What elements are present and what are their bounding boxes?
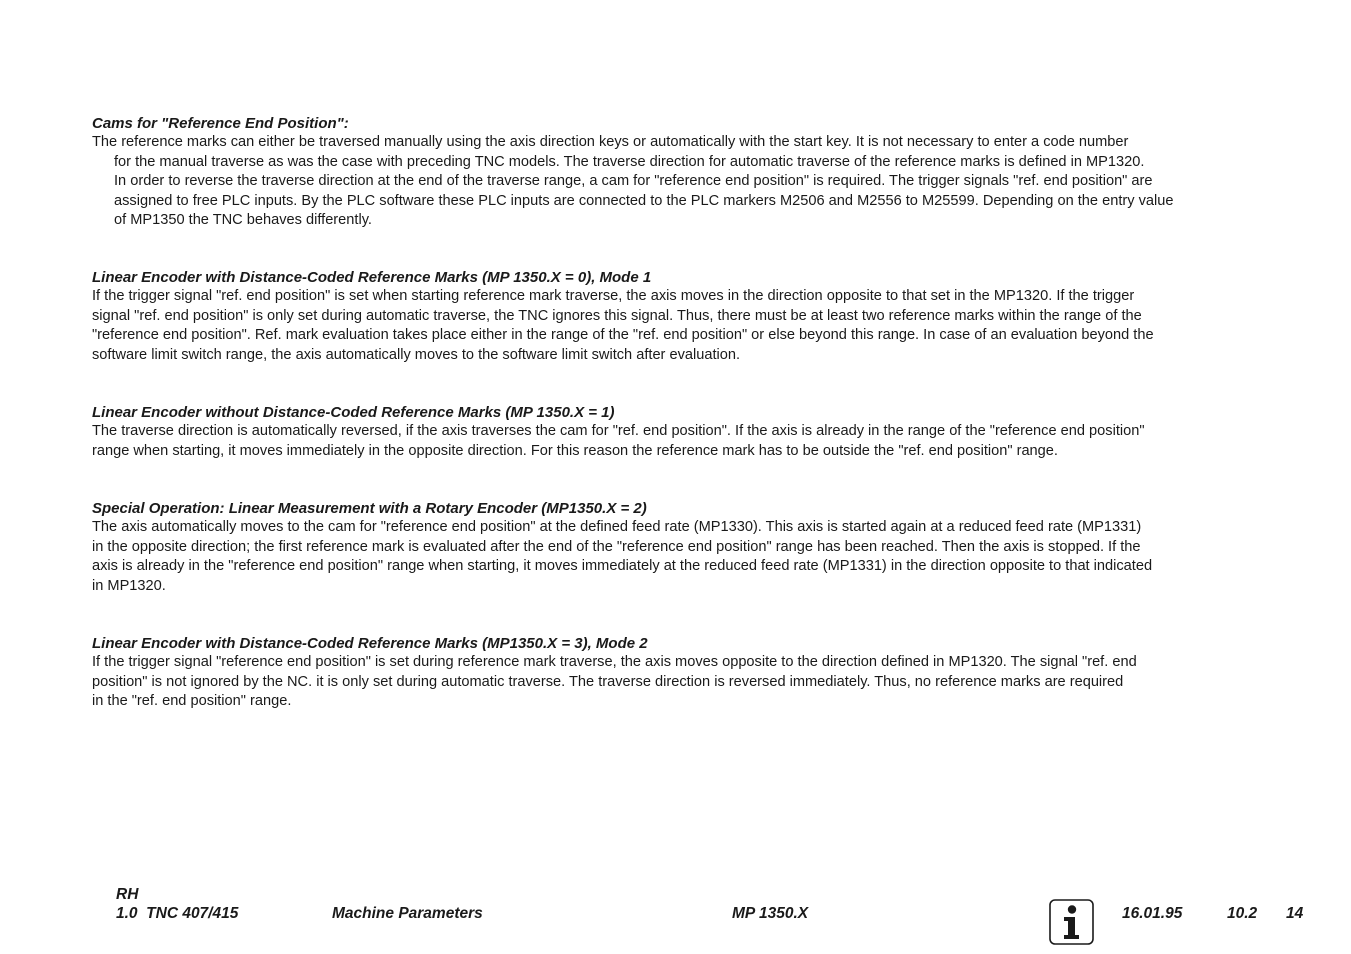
section-body	[92, 422, 1297, 461]
footer-author: RH	[116, 886, 139, 903]
section-body	[92, 653, 1297, 711]
body-line: "reference end position". Ref. mark evaluation takes place either in the range of the "ref. end position" or else beyond this range. In case of an evaluation beyond the	[92, 327, 1154, 344]
info-icon	[1049, 899, 1094, 945]
section-body	[92, 133, 1297, 230]
body-line: assigned to free PLC inputs. By the PLC software these PLC inputs are connected to the PLC markers M2506 and M2556 to M25599. Depending on the entry value	[114, 192, 1174, 209]
footer-title: Machine Parameters	[332, 905, 483, 922]
section-heading: Special Operation: Linear Measurement with a Rotary Encoder (MP1350.X = 2)	[92, 500, 647, 517]
body-line: in the "ref. end position" range.	[92, 693, 292, 710]
body-line: for the manual traverse as was the case with preceding TNC models. The traverse direction for automatic traverse of the reference marks is defined in MP1320.	[114, 153, 1145, 170]
footer-section-number: 10.2	[1227, 905, 1258, 922]
footer-parameter: MP 1350.X	[732, 905, 809, 922]
section-heading: Linear Encoder with Distance-Coded Reference Marks (MP1350.X = 3), Mode 2	[92, 635, 648, 652]
body-line: position" is not ignored by the NC. it is only set during automatic traverse. The traverse direction is reversed immediately. Thus, no reference marks are required	[92, 673, 1124, 690]
footer-date: 16.01.95	[1122, 905, 1183, 922]
section-mode-1	[92, 268, 1297, 365]
section-without-distance-coded	[92, 403, 1297, 461]
body-line: software limit switch range, the axis automatically moves to the software limit switch after evaluation.	[92, 346, 741, 363]
section-heading: Linear Encoder with Distance-Coded Reference Marks (MP 1350.X = 0), Mode 1	[92, 269, 652, 286]
body-line: in the opposite direction; the first reference mark is evaluated after the end of the "reference end position" range has been reached. Then the axis is stopped. If the	[92, 538, 1141, 555]
section-body	[92, 287, 1297, 365]
body-line: If the trigger signal "reference end position" is set during reference mark traverse, the axis moves opposite to the direction defined in MP1320. The signal "ref. end	[92, 654, 1137, 671]
section-mode-2	[92, 634, 1297, 712]
section-special-operation	[92, 499, 1297, 596]
section-cams-reference-end-position	[92, 114, 1297, 230]
section-body	[92, 518, 1297, 596]
body-line: The reference marks can either be traversed manually using the axis direction keys or automatically with the start key. It is not necessary to enter a code number	[92, 134, 1129, 151]
body-line: The traverse direction is automatically reversed, if the axis traverses the cam for "ref. end position". If the axis is already in the range of the "reference end position"	[92, 423, 1145, 440]
body-line: signal "ref. end position" is only set during automatic traverse, the TNC ignores this signal. Thus, there must be at least two reference marks within the range of the	[92, 307, 1142, 324]
section-heading: Linear Encoder without Distance-Coded Reference Marks (MP 1350.X = 1)	[92, 404, 615, 421]
body-line: range when starting, it moves immediately in the opposite direction. For this reason the reference mark has to be outside the "ref. end position" range.	[92, 442, 1058, 459]
body-line: In order to reverse the traverse direction at the end of the traverse range, a cam for "reference end position" is required. The trigger signals "ref. end position" are	[114, 173, 1153, 190]
body-line: axis is already in the "reference end position" range when starting, it moves immediately at the reduced feed rate (MP1331) in the direction opposite to that indicated	[92, 558, 1153, 575]
footer-page-number: 14	[1286, 905, 1304, 922]
body-line: If the trigger signal "ref. end position" is set when starting reference mark traverse, the axis moves in the direction opposite to that set in the MP1320. If the trigger	[92, 288, 1135, 305]
footer-version: 1.0 TNC 407/415	[116, 905, 239, 922]
body-line: of MP1350 the TNC behaves differently.	[114, 212, 372, 229]
body-line: The axis automatically moves to the cam for "reference end position" at the defined feed rate (MP1330). This axis is started again at a reduced feed rate (MP1331)	[92, 519, 1142, 536]
section-heading: Cams for "Reference End Position":	[92, 115, 349, 132]
body-line: in MP1320.	[92, 577, 166, 594]
